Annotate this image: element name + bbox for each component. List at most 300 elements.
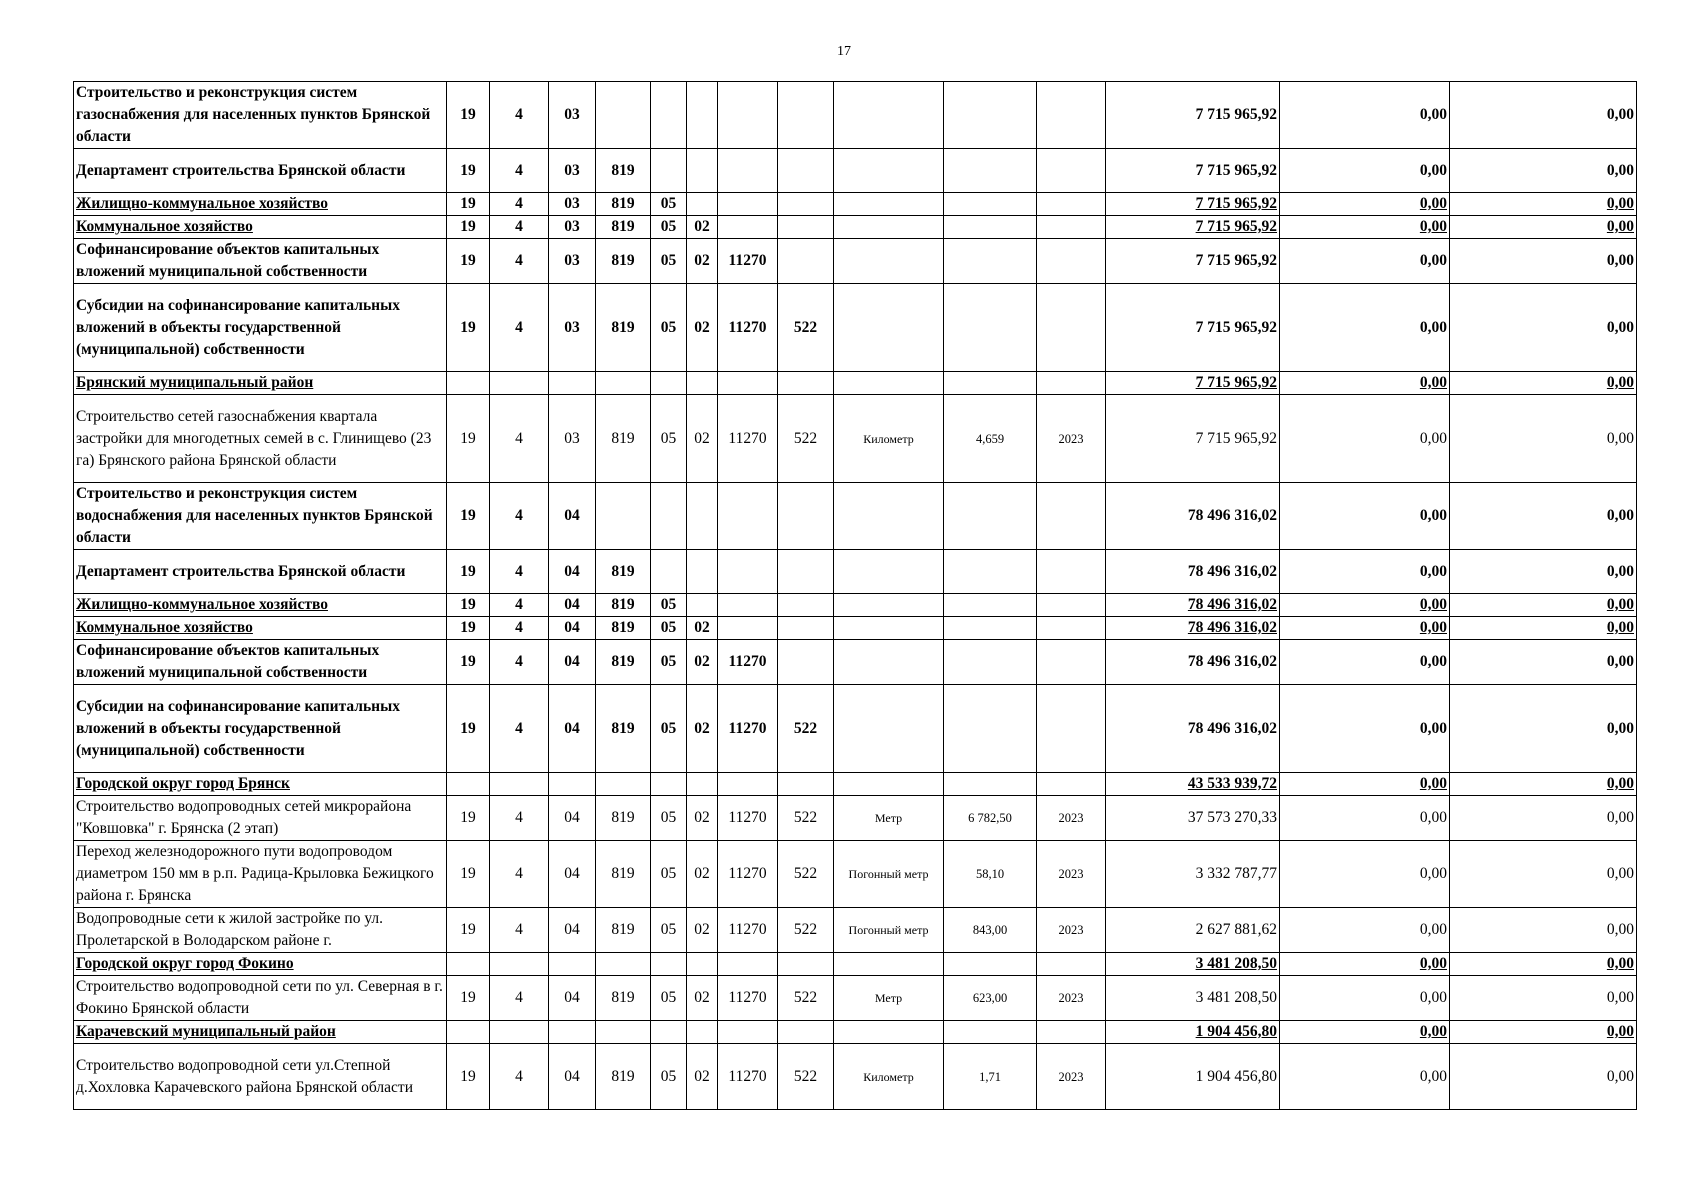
code-grbs: 819: [596, 149, 651, 193]
code-section: [651, 1021, 687, 1044]
amount-year-3: 0,00: [1450, 550, 1637, 594]
code-expense-type: [778, 193, 834, 216]
code-grbs: 819: [596, 796, 651, 841]
code-event: 03: [549, 193, 596, 216]
code-section: 05: [651, 617, 687, 640]
code-direction: 11270: [718, 1044, 778, 1110]
capacity: 843,00: [944, 908, 1037, 953]
amount-year-1: 1 904 456,80: [1106, 1021, 1280, 1044]
code-subsection: [687, 82, 718, 149]
code-direction: [718, 550, 778, 594]
code-section: [651, 773, 687, 796]
code-direction: [718, 594, 778, 617]
table-row: [74, 372, 1637, 395]
capacity: [944, 773, 1037, 796]
code-subsection: 02: [687, 841, 718, 908]
code-section: 05: [651, 796, 687, 841]
amount-year-2: 0,00: [1280, 617, 1450, 640]
amount-year-3: 0,00: [1450, 976, 1637, 1021]
code-gp: 19: [447, 149, 490, 193]
code-direction: [718, 372, 778, 395]
unit-of-measure: [834, 193, 944, 216]
unit-of-measure: Километр: [834, 1044, 944, 1110]
code-section: [651, 483, 687, 550]
amount-year-2: 0,00: [1280, 796, 1450, 841]
code-gp: 19: [447, 976, 490, 1021]
amount-year-3: 0,00: [1450, 483, 1637, 550]
code-grbs: 819: [596, 617, 651, 640]
table-row: [74, 550, 1637, 594]
code-gp: 19: [447, 908, 490, 953]
code-gp: 19: [447, 841, 490, 908]
code-grbs: 819: [596, 239, 651, 284]
commissioning-year: [1037, 193, 1106, 216]
code-gp: 19: [447, 617, 490, 640]
code-event: 04: [549, 976, 596, 1021]
code-grbs: 819: [596, 395, 651, 483]
row-name: Субсидии на софинансирование капитальных вложений в объекты государственной (муниципальной) собственности: [74, 685, 447, 773]
code-subsection: 02: [687, 796, 718, 841]
code-pgp: 4: [490, 796, 549, 841]
amount-year-3: 0,00: [1450, 841, 1637, 908]
commissioning-year: [1037, 149, 1106, 193]
table-row: [74, 594, 1637, 617]
code-event: 04: [549, 483, 596, 550]
code-gp: 19: [447, 395, 490, 483]
amount-year-1: 7 715 965,92: [1106, 372, 1280, 395]
amount-year-3: 0,00: [1450, 908, 1637, 953]
row-name: Софинансирование объектов капитальных вложений муниципальной собственности: [74, 239, 447, 284]
row-name: Коммунальное хозяйство: [74, 617, 447, 640]
code-expense-type: 522: [778, 395, 834, 483]
code-gp: 19: [447, 640, 490, 685]
code-gp: 19: [447, 82, 490, 149]
code-direction: [718, 483, 778, 550]
code-grbs: [596, 953, 651, 976]
code-grbs: 819: [596, 908, 651, 953]
code-grbs: 819: [596, 193, 651, 216]
code-grbs: [596, 1021, 651, 1044]
amount-year-2: 0,00: [1280, 1021, 1450, 1044]
code-grbs: 819: [596, 594, 651, 617]
commissioning-year: [1037, 483, 1106, 550]
code-direction: [718, 617, 778, 640]
amount-year-2: 0,00: [1280, 216, 1450, 239]
amount-year-3: 0,00: [1450, 773, 1637, 796]
amount-year-1: 78 496 316,02: [1106, 640, 1280, 685]
code-gp: [447, 773, 490, 796]
amount-year-3: 0,00: [1450, 1021, 1637, 1044]
row-name: Департамент строительства Брянской области: [74, 550, 447, 594]
table-row: [74, 640, 1637, 685]
table-row: [74, 617, 1637, 640]
page-number: 17: [837, 44, 851, 59]
code-expense-type: [778, 483, 834, 550]
commissioning-year: 2023: [1037, 796, 1106, 841]
amount-year-2: 0,00: [1280, 82, 1450, 149]
capacity: [944, 82, 1037, 149]
code-subsection: [687, 372, 718, 395]
amount-year-1: 7 715 965,92: [1106, 82, 1280, 149]
code-direction: 11270: [718, 796, 778, 841]
code-subsection: 02: [687, 1044, 718, 1110]
code-event: 03: [549, 149, 596, 193]
commissioning-year: [1037, 685, 1106, 773]
unit-of-measure: Километр: [834, 395, 944, 483]
commissioning-year: 2023: [1037, 908, 1106, 953]
code-grbs: 819: [596, 216, 651, 239]
amount-year-3: 0,00: [1450, 395, 1637, 483]
budget-table: [73, 81, 1637, 1110]
amount-year-2: 0,00: [1280, 908, 1450, 953]
amount-year-3: 0,00: [1450, 193, 1637, 216]
amount-year-1: 7 715 965,92: [1106, 395, 1280, 483]
unit-of-measure: [834, 483, 944, 550]
capacity: [944, 216, 1037, 239]
code-pgp: 4: [490, 395, 549, 483]
code-subsection: [687, 773, 718, 796]
code-pgp: 4: [490, 82, 549, 149]
code-grbs: 819: [596, 1044, 651, 1110]
capacity: 4,659: [944, 395, 1037, 483]
amount-year-2: 0,00: [1280, 372, 1450, 395]
unit-of-measure: Метр: [834, 976, 944, 1021]
amount-year-1: 7 715 965,92: [1106, 284, 1280, 372]
amount-year-1: 7 715 965,92: [1106, 149, 1280, 193]
row-name: Строительство и реконструкция систем газоснабжения для населенных пунктов Брянской области: [74, 82, 447, 149]
code-subsection: [687, 953, 718, 976]
commissioning-year: 2023: [1037, 1044, 1106, 1110]
capacity: [944, 594, 1037, 617]
code-section: 05: [651, 594, 687, 617]
capacity: [944, 617, 1037, 640]
code-gp: 19: [447, 1044, 490, 1110]
commissioning-year: 2023: [1037, 841, 1106, 908]
table-row: [74, 239, 1637, 284]
code-event: 03: [549, 284, 596, 372]
amount-year-2: 0,00: [1280, 594, 1450, 617]
code-pgp: 4: [490, 483, 549, 550]
amount-year-2: 0,00: [1280, 1044, 1450, 1110]
code-grbs: [596, 483, 651, 550]
amount-year-3: 0,00: [1450, 617, 1637, 640]
code-subsection: 02: [687, 239, 718, 284]
amount-year-3: 0,00: [1450, 640, 1637, 685]
unit-of-measure: Погонный метр: [834, 908, 944, 953]
code-pgp: [490, 773, 549, 796]
row-name: Брянский муниципальный район: [74, 372, 447, 395]
unit-of-measure: Погонный метр: [834, 841, 944, 908]
code-grbs: 819: [596, 284, 651, 372]
code-expense-type: 522: [778, 976, 834, 1021]
code-pgp: 4: [490, 617, 549, 640]
code-expense-type: 522: [778, 908, 834, 953]
code-gp: 19: [447, 594, 490, 617]
capacity: [944, 149, 1037, 193]
amount-year-3: 0,00: [1450, 284, 1637, 372]
code-expense-type: 522: [778, 685, 834, 773]
amount-year-1: 3 481 208,50: [1106, 976, 1280, 1021]
code-section: 05: [651, 239, 687, 284]
code-event: 04: [549, 617, 596, 640]
row-name: Строительство водопроводной сети ул.Степной д.Хохловка Карачевского района Брянской области: [74, 1044, 447, 1110]
code-grbs: 819: [596, 550, 651, 594]
code-subsection: 02: [687, 216, 718, 239]
code-event: [549, 773, 596, 796]
code-subsection: 02: [687, 284, 718, 372]
unit-of-measure: [834, 773, 944, 796]
code-direction: 11270: [718, 976, 778, 1021]
capacity: 623,00: [944, 976, 1037, 1021]
code-section: 05: [651, 1044, 687, 1110]
amount-year-3: 0,00: [1450, 1044, 1637, 1110]
table-row: [74, 796, 1637, 841]
code-gp: 19: [447, 685, 490, 773]
code-subsection: [687, 550, 718, 594]
table-row: [74, 773, 1637, 796]
code-event: 03: [549, 82, 596, 149]
amount-year-1: 78 496 316,02: [1106, 617, 1280, 640]
capacity: [944, 685, 1037, 773]
row-name: Городской округ город Брянск: [74, 773, 447, 796]
unit-of-measure: Метр: [834, 796, 944, 841]
code-section: 05: [651, 193, 687, 216]
row-name: Софинансирование объектов капитальных вложений муниципальной собственности: [74, 640, 447, 685]
code-expense-type: [778, 149, 834, 193]
amount-year-3: 0,00: [1450, 953, 1637, 976]
unit-of-measure: [834, 284, 944, 372]
code-pgp: 4: [490, 976, 549, 1021]
code-section: [651, 372, 687, 395]
commissioning-year: [1037, 953, 1106, 976]
code-expense-type: [778, 953, 834, 976]
code-direction: 11270: [718, 239, 778, 284]
amount-year-2: 0,00: [1280, 149, 1450, 193]
amount-year-3: 0,00: [1450, 82, 1637, 149]
code-gp: [447, 953, 490, 976]
code-event: [549, 372, 596, 395]
code-grbs: [596, 372, 651, 395]
code-section: 05: [651, 841, 687, 908]
capacity: [944, 193, 1037, 216]
code-pgp: 4: [490, 193, 549, 216]
code-section: 05: [651, 284, 687, 372]
amount-year-1: 7 715 965,92: [1106, 193, 1280, 216]
code-event: 03: [549, 395, 596, 483]
amount-year-2: 0,00: [1280, 193, 1450, 216]
commissioning-year: [1037, 372, 1106, 395]
code-event: 04: [549, 550, 596, 594]
amount-year-1: 78 496 316,02: [1106, 685, 1280, 773]
code-section: 05: [651, 216, 687, 239]
code-subsection: 02: [687, 976, 718, 1021]
amount-year-2: 0,00: [1280, 550, 1450, 594]
code-direction: [718, 953, 778, 976]
table-row: [74, 483, 1637, 550]
code-grbs: [596, 82, 651, 149]
code-event: 04: [549, 796, 596, 841]
code-gp: [447, 372, 490, 395]
table-row: [74, 149, 1637, 193]
unit-of-measure: [834, 685, 944, 773]
code-expense-type: 522: [778, 841, 834, 908]
commissioning-year: [1037, 239, 1106, 284]
unit-of-measure: [834, 1021, 944, 1044]
code-subsection: 02: [687, 395, 718, 483]
code-pgp: 4: [490, 1044, 549, 1110]
table-row: [74, 193, 1637, 216]
capacity: [944, 483, 1037, 550]
row-name: Коммунальное хозяйство: [74, 216, 447, 239]
amount-year-2: 0,00: [1280, 685, 1450, 773]
table-row: [74, 685, 1637, 773]
code-expense-type: [778, 216, 834, 239]
code-subsection: 02: [687, 685, 718, 773]
code-subsection: [687, 1021, 718, 1044]
row-name: Департамент строительства Брянской области: [74, 149, 447, 193]
code-section: [651, 953, 687, 976]
table-row: [74, 976, 1637, 1021]
unit-of-measure: [834, 594, 944, 617]
code-pgp: 4: [490, 685, 549, 773]
code-expense-type: [778, 594, 834, 617]
code-direction: 11270: [718, 908, 778, 953]
table-row: [74, 841, 1637, 908]
table-row: [74, 284, 1637, 372]
capacity: [944, 953, 1037, 976]
code-direction: [718, 216, 778, 239]
code-section: 05: [651, 640, 687, 685]
code-direction: 11270: [718, 841, 778, 908]
unit-of-measure: [834, 640, 944, 685]
commissioning-year: [1037, 550, 1106, 594]
row-name: Строительство водопроводных сетей микрорайона "Ковшовка" г. Брянска (2 этап): [74, 796, 447, 841]
code-pgp: 4: [490, 640, 549, 685]
code-event: 04: [549, 685, 596, 773]
row-name: Строительство водопроводной сети по ул. Северная в г. Фокино Брянской области: [74, 976, 447, 1021]
amount-year-3: 0,00: [1450, 594, 1637, 617]
code-direction: 11270: [718, 640, 778, 685]
code-direction: [718, 773, 778, 796]
code-section: 05: [651, 976, 687, 1021]
code-gp: 19: [447, 193, 490, 216]
amount-year-3: 0,00: [1450, 149, 1637, 193]
code-direction: [718, 82, 778, 149]
unit-of-measure: [834, 82, 944, 149]
code-grbs: [596, 773, 651, 796]
code-direction: 11270: [718, 395, 778, 483]
code-event: 04: [549, 1044, 596, 1110]
code-expense-type: [778, 773, 834, 796]
amount-year-2: 0,00: [1280, 953, 1450, 976]
amount-year-3: 0,00: [1450, 796, 1637, 841]
code-expense-type: [778, 640, 834, 685]
amount-year-1: 7 715 965,92: [1106, 239, 1280, 284]
table-row: [74, 395, 1637, 483]
code-pgp: [490, 953, 549, 976]
code-event: 04: [549, 640, 596, 685]
code-pgp: 4: [490, 216, 549, 239]
code-direction: [718, 1021, 778, 1044]
code-event: [549, 953, 596, 976]
code-subsection: 02: [687, 617, 718, 640]
code-section: [651, 82, 687, 149]
code-expense-type: [778, 239, 834, 284]
unit-of-measure: [834, 617, 944, 640]
capacity: [944, 640, 1037, 685]
amount-year-2: 0,00: [1280, 239, 1450, 284]
row-name: Жилищно-коммунальное хозяйство: [74, 594, 447, 617]
amount-year-1: 78 496 316,02: [1106, 483, 1280, 550]
commissioning-year: 2023: [1037, 976, 1106, 1021]
table-row: [74, 1044, 1637, 1110]
code-gp: 19: [447, 550, 490, 594]
amount-year-2: 0,00: [1280, 395, 1450, 483]
code-direction: 11270: [718, 284, 778, 372]
amount-year-2: 0,00: [1280, 284, 1450, 372]
row-name: Жилищно-коммунальное хозяйство: [74, 193, 447, 216]
unit-of-measure: [834, 239, 944, 284]
code-pgp: 4: [490, 841, 549, 908]
code-subsection: [687, 483, 718, 550]
code-event: [549, 1021, 596, 1044]
row-name: Субсидии на софинансирование капитальных вложений в объекты государственной (муниципальной) собственности: [74, 284, 447, 372]
code-expense-type: 522: [778, 796, 834, 841]
capacity: [944, 239, 1037, 284]
code-subsection: [687, 594, 718, 617]
capacity: 6 782,50: [944, 796, 1037, 841]
code-subsection: [687, 149, 718, 193]
table-body: [74, 82, 1637, 1110]
code-grbs: 819: [596, 640, 651, 685]
code-section: 05: [651, 395, 687, 483]
commissioning-year: [1037, 640, 1106, 685]
commissioning-year: [1037, 284, 1106, 372]
amount-year-2: 0,00: [1280, 640, 1450, 685]
code-gp: 19: [447, 796, 490, 841]
code-pgp: 4: [490, 594, 549, 617]
amount-year-1: 2 627 881,62: [1106, 908, 1280, 953]
code-subsection: [687, 193, 718, 216]
code-event: 04: [549, 908, 596, 953]
capacity: 58,10: [944, 841, 1037, 908]
amount-year-1: 1 904 456,80: [1106, 1044, 1280, 1110]
code-pgp: [490, 1021, 549, 1044]
amount-year-1: 78 496 316,02: [1106, 594, 1280, 617]
code-expense-type: [778, 550, 834, 594]
code-gp: [447, 1021, 490, 1044]
code-event: 03: [549, 216, 596, 239]
unit-of-measure: [834, 216, 944, 239]
code-event: 04: [549, 594, 596, 617]
code-subsection: 02: [687, 640, 718, 685]
unit-of-measure: [834, 372, 944, 395]
code-section: [651, 149, 687, 193]
capacity: [944, 550, 1037, 594]
amount-year-2: 0,00: [1280, 841, 1450, 908]
unit-of-measure: [834, 953, 944, 976]
code-expense-type: [778, 617, 834, 640]
amount-year-1: 43 533 939,72: [1106, 773, 1280, 796]
amount-year-3: 0,00: [1450, 216, 1637, 239]
code-event: 03: [549, 239, 596, 284]
commissioning-year: [1037, 617, 1106, 640]
row-name: Водопроводные сети к жилой застройке по ул. Пролетарской в Володарском районе г.: [74, 908, 447, 953]
commissioning-year: [1037, 216, 1106, 239]
unit-of-measure: [834, 550, 944, 594]
commissioning-year: [1037, 1021, 1106, 1044]
unit-of-measure: [834, 149, 944, 193]
